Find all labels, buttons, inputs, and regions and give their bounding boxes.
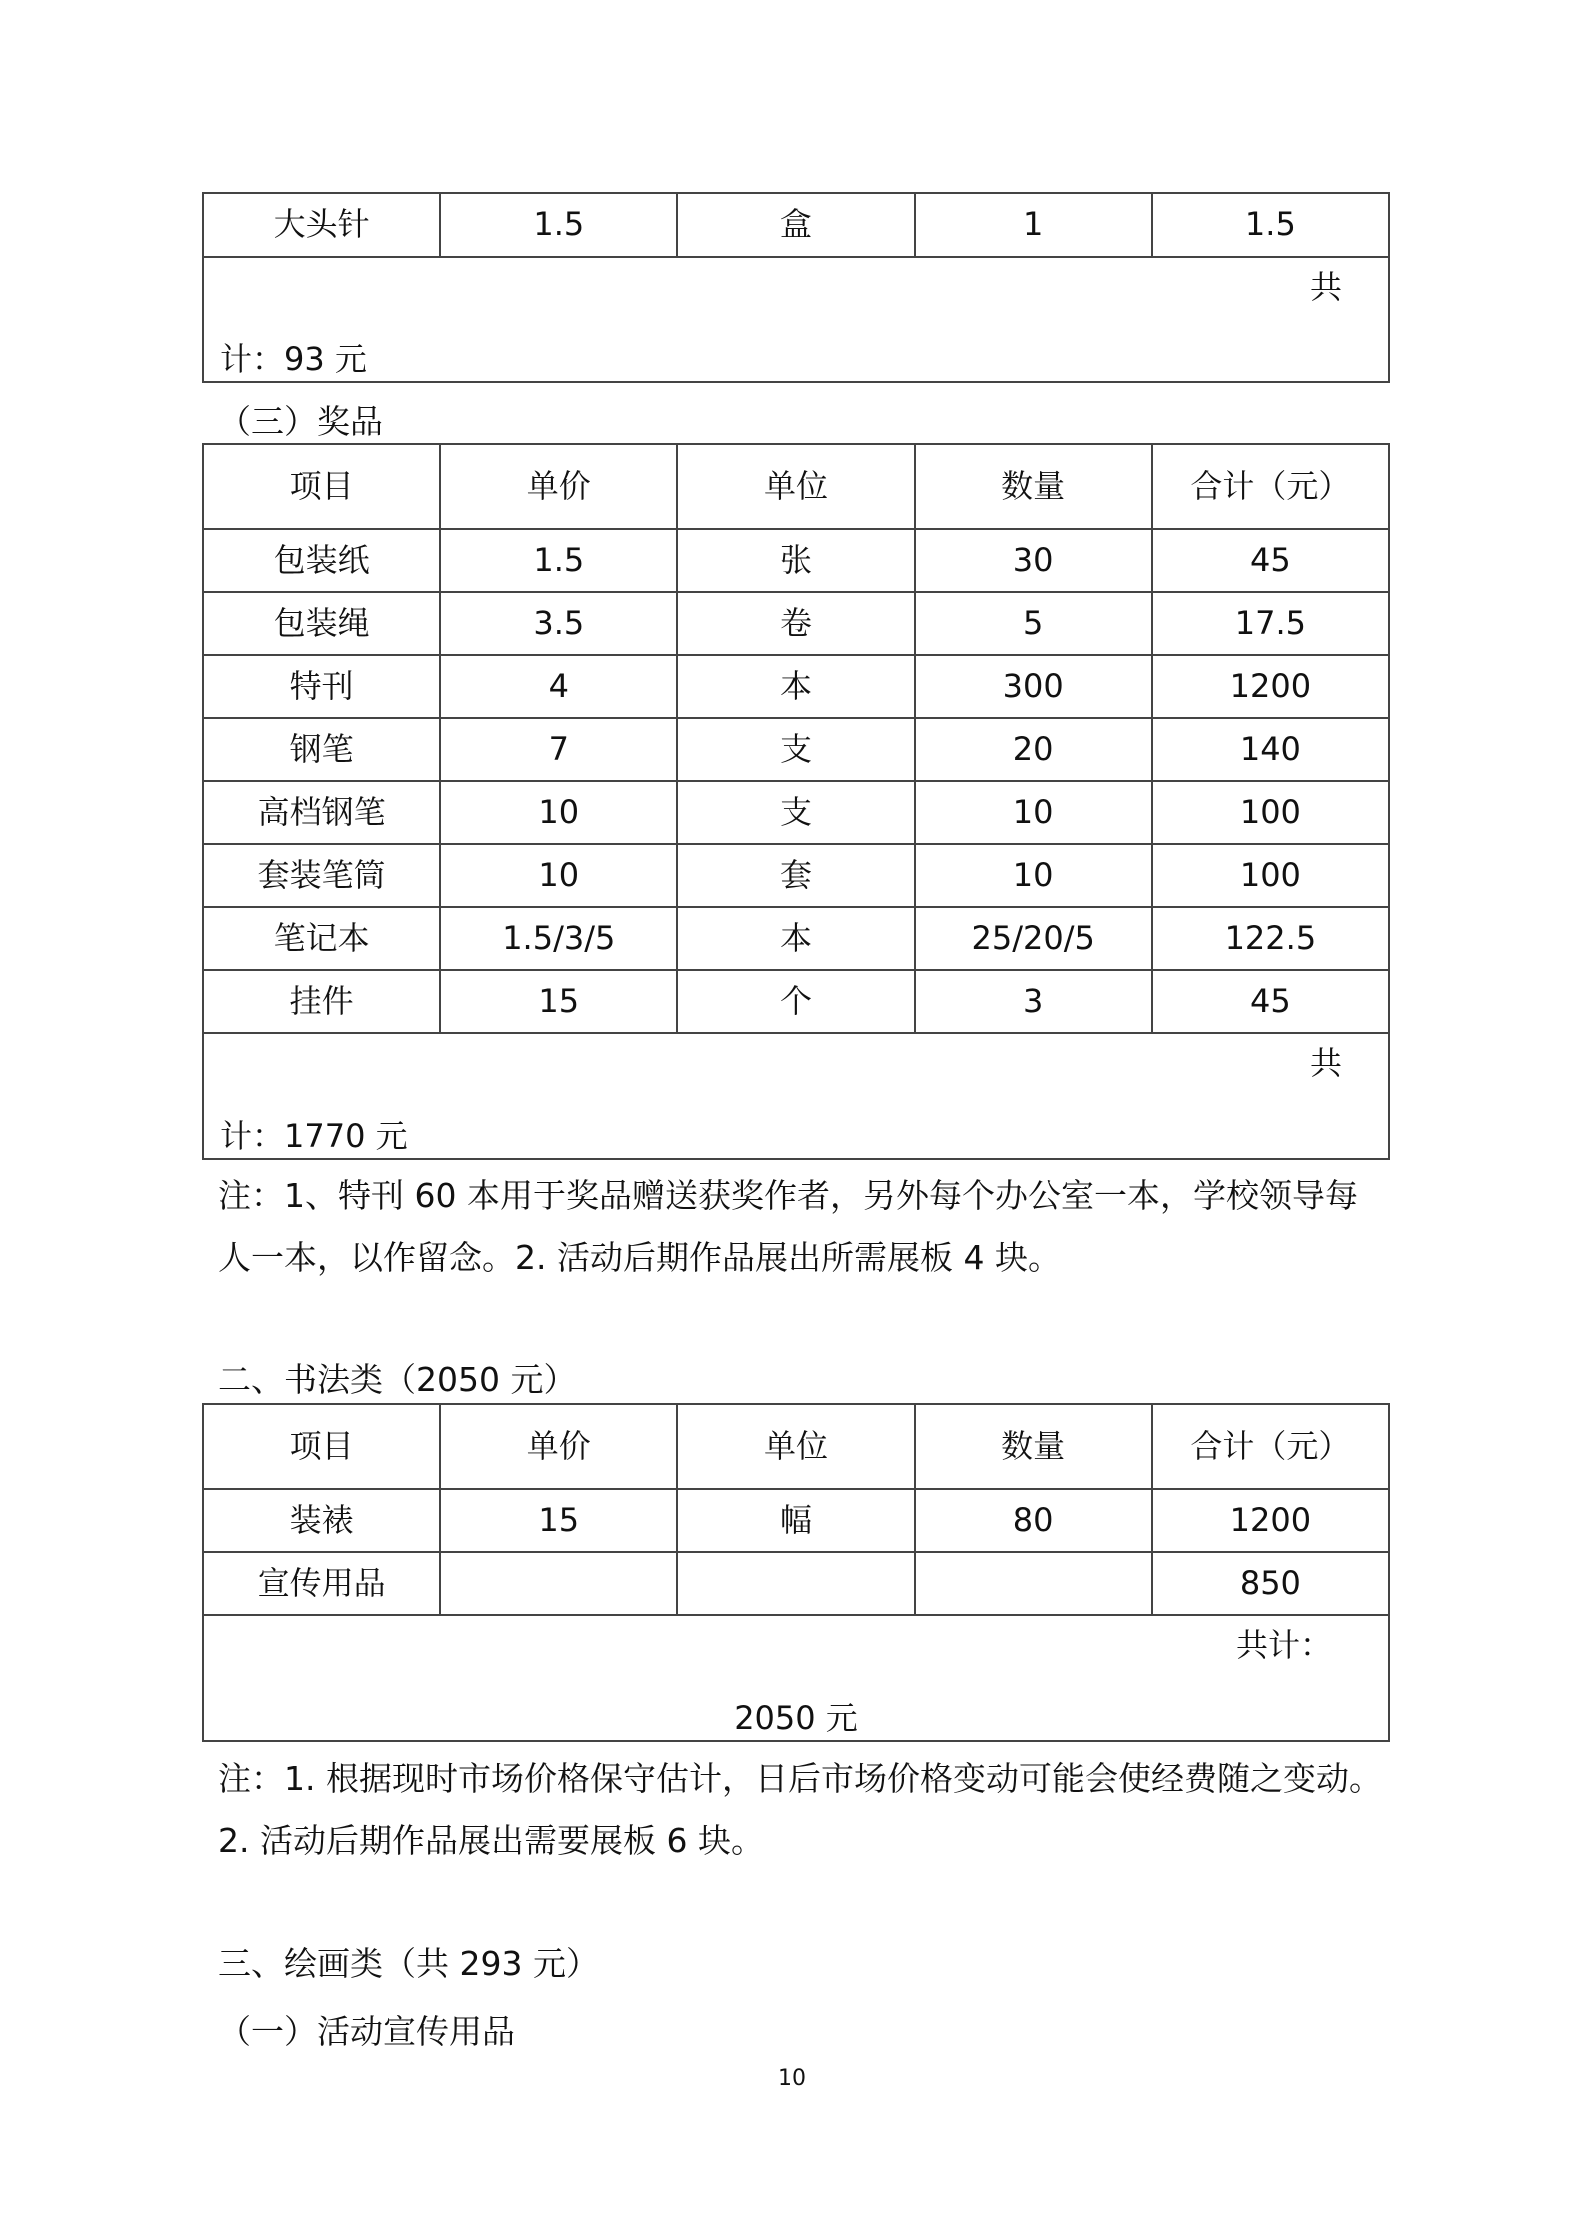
- table-total-row: [203, 1615, 1389, 1741]
- column-header: 单价: [440, 1404, 677, 1489]
- table-cell: [677, 1552, 914, 1615]
- table-cell: 10: [440, 844, 677, 907]
- total-label-part2: 2050 元: [734, 1698, 858, 1737]
- column-header: 项目: [203, 1404, 440, 1489]
- table-cell: 4: [440, 655, 677, 718]
- table-cell: 本: [677, 655, 914, 718]
- table-cell: 30: [915, 529, 1152, 592]
- total-label-part1: 共: [1309, 1044, 1342, 1082]
- table-cell: 300: [915, 655, 1152, 718]
- calligraphy-note: 注：1. 根据现时市场价格保守估计，日后市场价格变动可能会使经费随之变动。2. 活动后期作品展出需要展板 6 块。: [218, 1759, 1382, 1860]
- table-cell: 卷: [677, 592, 914, 655]
- table-cell: 1.5: [440, 193, 677, 257]
- table-row: [203, 907, 1389, 970]
- painting-subheading: （一）活动宣传用品: [218, 2012, 515, 2051]
- table-cell: 1.5: [440, 529, 677, 592]
- table-cell: 45: [1152, 970, 1389, 1033]
- table-cell: 100: [1152, 781, 1389, 844]
- total-label-part2: 计：93 元: [220, 339, 367, 378]
- table-cell: 10: [440, 781, 677, 844]
- table-cell: 包装纸: [203, 529, 440, 592]
- table-total-row: [203, 257, 1389, 382]
- column-header: 合计（元）: [1152, 444, 1389, 529]
- table-cell: 3: [915, 970, 1152, 1033]
- painting-heading: 三、绘画类（共 293 元）: [218, 1944, 599, 1983]
- table-cell: 850: [1152, 1552, 1389, 1615]
- table-cell: 140: [1152, 718, 1389, 781]
- table-row: [203, 1552, 1389, 1615]
- table-cell: 25/20/5: [915, 907, 1152, 970]
- table-header-row: [203, 444, 1389, 529]
- column-header: 项目: [203, 444, 440, 529]
- table-cell: 1.5: [1152, 193, 1389, 257]
- table-cell: 支: [677, 718, 914, 781]
- table-cell: [915, 1552, 1152, 1615]
- table-cell: 钢笔: [203, 718, 440, 781]
- prizes-table: [202, 443, 1390, 1160]
- table-cell: 15: [440, 1489, 677, 1552]
- table-cell: 5: [915, 592, 1152, 655]
- column-header: 数量: [915, 444, 1152, 529]
- table-row: [203, 718, 1389, 781]
- table-cell: 10: [915, 781, 1152, 844]
- table-cell: 挂件: [203, 970, 440, 1033]
- table-cell: 套: [677, 844, 914, 907]
- column-header: 合计（元）: [1152, 1404, 1389, 1489]
- total-cell: [203, 257, 1389, 382]
- total-cell: [203, 1615, 1389, 1741]
- table-cell: 45: [1152, 529, 1389, 592]
- column-header: 单位: [677, 1404, 914, 1489]
- total-label-part2: 计：1770 元: [220, 1116, 408, 1155]
- table-header-row: [203, 1404, 1389, 1489]
- table-cell: 100: [1152, 844, 1389, 907]
- table-cell: 宣传用品: [203, 1552, 440, 1615]
- table-cell: 本: [677, 907, 914, 970]
- table-cell: 1: [915, 193, 1152, 257]
- table-cell: 17.5: [1152, 592, 1389, 655]
- calligraphy-table: [202, 1403, 1390, 1742]
- table-cell: 10: [915, 844, 1152, 907]
- table-cell: 高档钢笔: [203, 781, 440, 844]
- table-cell: 包装绳: [203, 592, 440, 655]
- table-cell: 幅: [677, 1489, 914, 1552]
- table-cell: [440, 1552, 677, 1615]
- table-row: [203, 655, 1389, 718]
- table-cell: 20: [915, 718, 1152, 781]
- prizes-heading: （三）奖品: [218, 402, 383, 441]
- table-cell: 15: [440, 970, 677, 1033]
- table-cell: 套装笔筒: [203, 844, 440, 907]
- column-header: 单价: [440, 444, 677, 529]
- total-label-part1: 共计：: [1235, 1626, 1332, 1664]
- table-row: [203, 1489, 1389, 1552]
- table-cell: 盒: [677, 193, 914, 257]
- table-cell: 1200: [1152, 1489, 1389, 1552]
- total-label-part1: 共: [1309, 268, 1342, 306]
- table-cell: 支: [677, 781, 914, 844]
- table-cell: 1200: [1152, 655, 1389, 718]
- page-number: 10: [778, 2066, 806, 2091]
- table-row: [203, 592, 1389, 655]
- table-cell: 122.5: [1152, 907, 1389, 970]
- table-total-row: [203, 1033, 1389, 1159]
- table-cell: 装裱: [203, 1489, 440, 1552]
- table-cell: 特刊: [203, 655, 440, 718]
- table-cell: 7: [440, 718, 677, 781]
- table-row: [203, 970, 1389, 1033]
- table-cell: 个: [677, 970, 914, 1033]
- prizes-note: 注：1、特刊 60 本用于奖品赠送获奖作者，另外每个办公室一本，学校领导每人一本，以作留念。2. 活动后期作品展出所需展板 4 块。: [218, 1176, 1358, 1277]
- table-row: [203, 844, 1389, 907]
- table-cell: 3.5: [440, 592, 677, 655]
- column-header: 单位: [677, 444, 914, 529]
- column-header: 数量: [915, 1404, 1152, 1489]
- supplies-table-continued: [202, 192, 1390, 383]
- table-cell: 张: [677, 529, 914, 592]
- table-cell: 80: [915, 1489, 1152, 1552]
- table-cell: 笔记本: [203, 907, 440, 970]
- table-row: [203, 529, 1389, 592]
- table-cell: 1.5/3/5: [440, 907, 677, 970]
- calligraphy-heading: 二、书法类（2050 元）: [218, 1360, 577, 1399]
- total-cell: [203, 1033, 1389, 1159]
- table-row: [203, 781, 1389, 844]
- table-row: [203, 193, 1389, 257]
- table-cell: 大头针: [203, 193, 440, 257]
